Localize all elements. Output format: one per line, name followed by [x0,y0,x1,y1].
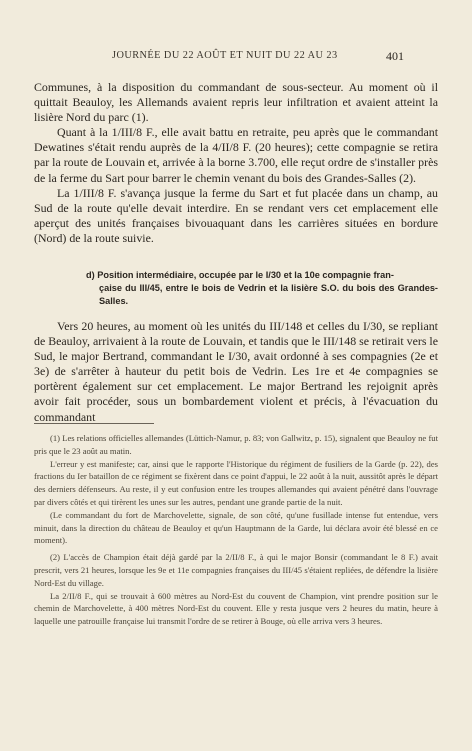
footnote: La 2/II/8 F., qui se trouvait à 600 mètres au Nord-Est du couvent de Champion, vint prendre position sur le chemin de Marchovelette, à 400 mètres Nord-Est du couvent. Elle y resta jusque vers 2 heures du matin, heure à laquelle une patrouille française lui transmit l'ordre de se retirer à Bouge, où elle arriva vers 3 heures. [34,590,438,627]
footnote: L'erreur y est manifeste; car, ainsi que le rapporte l'Historique du régiment de fusiliers de la Garde (p. 22), des fractions du Ier bataillon de ce régiment se fixèrent dans ce point d'appui, le 22 août à la nuit, aussitôt après le départ des derniers défenseurs. Au reste, il y eut confusion entre les troupes allemandes qui avaient pénétré dans l'ouvrage par divers côtés et qui tirèrent les unes sur les autres, pendant une grande partie de la nuit. [34,458,438,507]
paragraph: Communes, à la disposition du commandant de sous-secteur. Au moment où il quittait Beauloy, les Allemands avaient repris leur infiltration et avaient atteint la lisière Nord du parc (1). [34,80,438,125]
main-text-continued [34,319,438,425]
paragraph: Quant à la 1/III/8 F., elle avait battu en retraite, peu après que le commandant Dewatines s'était rendu auprès de la 4/II/8 F. (20 heures); cette compagnie se retira par la route de Louvain et, arrivée à la borne 3.700, elle reçut ordre de s'installer près de la ferme du Sart pour barrer le chemin venant du bois des Grandes-Salles (2). [34,125,438,185]
paragraph: Vers 20 heures, au moment où les unités du III/148 et celles du I/30, se repliant de Beauloy, arrivaient à la route de Louvain, et tandis que le III/148 se retirait vers le Sud, le major Bertrand, commandant le I/30, avait ordonné à ses compagnies (2e et 3e) de s'arrêter à hauteur du petit bois de Vedrin. Les 1re et 4e compagnies se portèrent également sur cet emplacement. Le major Bertrand les rejoignit après avoir fait procéder, sous un bombardement violent et précis, à l'évacuation du commandant [34,319,439,424]
footnote-divider [34,423,154,424]
footnotes [34,432,438,628]
running-head: JOURNÉE DU 22 AOÛT ET NUIT DU 22 AU 23 [112,50,338,61]
main-text [34,80,438,246]
footnote: (2) L'accès de Champion était déjà gardé par la 2/II/8 F., à qui le major Bonsir (commandant le 8 F.) avait prescrit, vers 21 heures, lorsque les 9e et 11e compagnies françaises du III/45 s'étaient repliées, de défendre la lisière Nord-Est du village. [34,552,438,588]
paragraph: La 1/III/8 F. s'avança jusque la ferme du Sart et fut placée dans un champ, au Sud de la route qu'elle devait interdire. En se rendant vers cet emplacement elle aperçut des unités françaises bivouaquant dans les carrières situées en bordure (Nord) de la route suivie. [34,185,438,245]
footnote: (1) Les relations officielles allemandes (Lüttich-Namur, p. 83; von Gallwitz, p. 15), signalent que Beauloy ne fut pris que le 23 août au matin. [34,433,438,456]
page-header [0,50,472,66]
footnote: (Le commandant du fort de Marchovelette, signale, de son côté, qu'une fusillade intense fut entendue, vers minuit, dans la direction du château de Beauloy et qu'un Hauptmann de la Garde, lui déclara avoir été blessé en ce moment). [34,509,438,546]
section-heading [86,269,438,308]
section-heading-line: çaise du III/45, entre le bois de Vedrin et la lisière S.O. du bois des Grandes-Salles. [99,283,438,306]
section-heading-line: d) Position intermédiaire, occupée par le I/30 et la 10e compagnie fran- [86,270,394,280]
page-number: 401 [386,49,404,63]
